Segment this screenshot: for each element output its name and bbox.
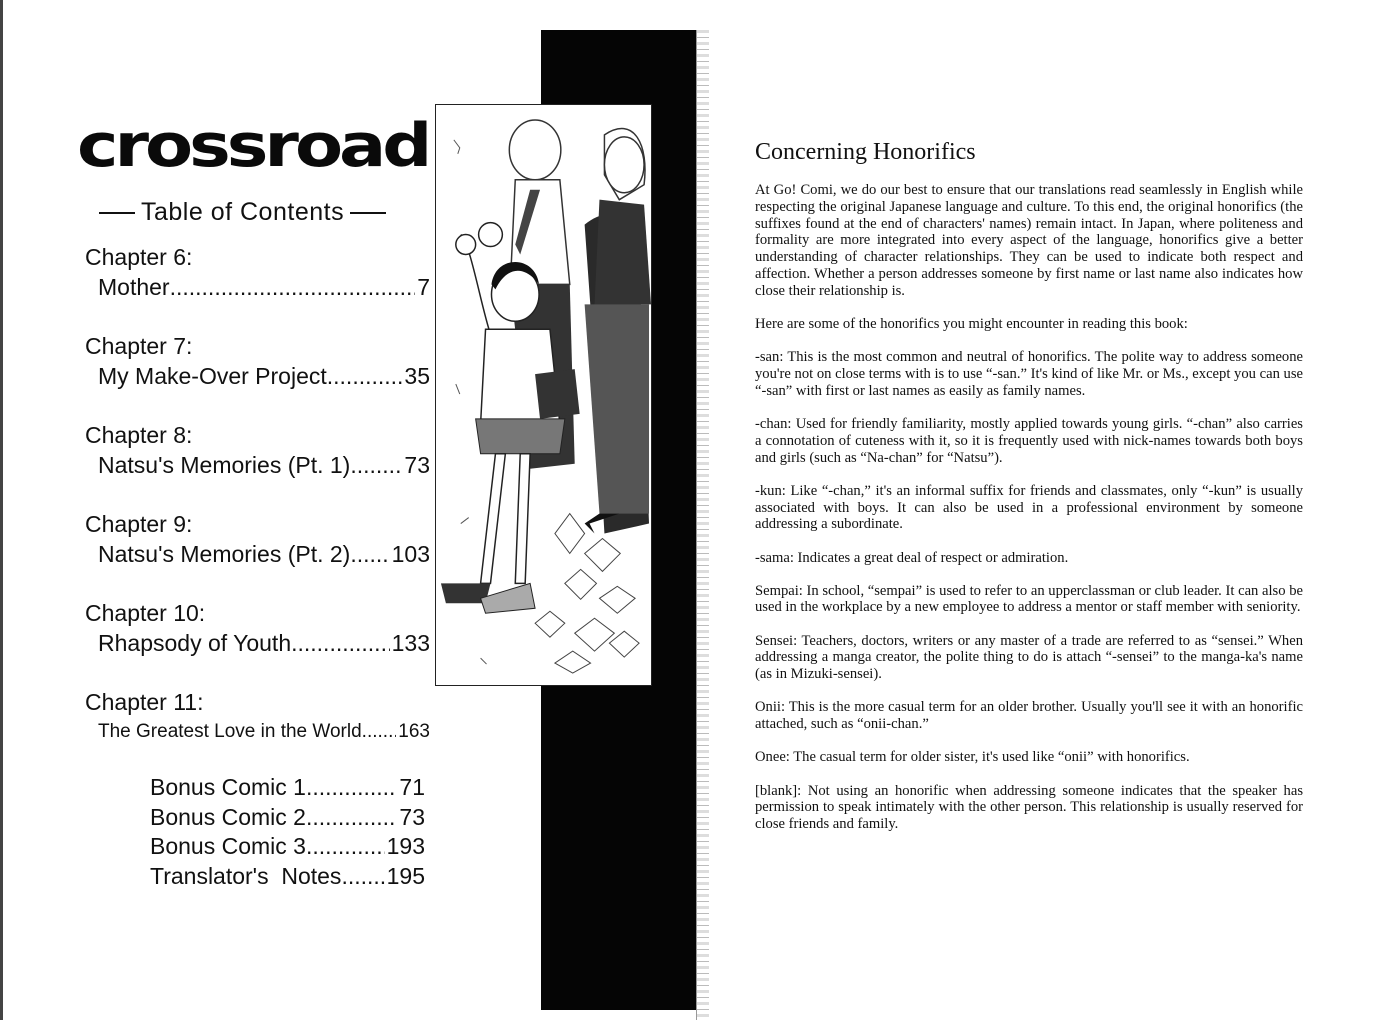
leader-dots: [306, 773, 397, 803]
honorifics-body: [755, 182, 1303, 849]
leader-dots: [170, 272, 416, 302]
leader-dots: [306, 803, 397, 833]
leader-dots: [327, 361, 403, 391]
toc-chapter[interactable]: [85, 509, 430, 569]
leader-dots: [291, 628, 390, 658]
chapter-title: Natsu's Memories (Pt. 2): [98, 541, 351, 567]
chapter-number: Chapter 10:: [85, 600, 206, 626]
chapter-title: Rhapsody of Youth: [98, 630, 292, 656]
paragraph: At Go! Comi, we do our best to ensure that our translations read seamlessly in English while respecting the original Japanese language and culture. To this end, the original honorifics (the suffixes found at the end of characters' names) remain intact. In Japan, where politeness and formality are more integrated into every aspect of the language, honorifics give a better understanding of character relationships. They can be used to indicate both respect and affection. Whether a person addresses someone by first name or last name also indicates how close their relationship is.: [755, 182, 1303, 299]
page-number: 7: [417, 274, 430, 300]
toc-heading: [93, 198, 423, 227]
toc-entry[interactable]: [85, 361, 430, 391]
chapter-number: Chapter 9:: [85, 511, 193, 537]
toc-chapter[interactable]: [85, 242, 430, 302]
book-gutter: [696, 30, 709, 1020]
chapter-number: Chapter 11:: [85, 689, 204, 715]
page-number: 195: [386, 862, 425, 889]
chapter-title: Mother: [98, 274, 170, 300]
toc-entry[interactable]: [85, 628, 430, 658]
paragraph: -san: This is the most common and neutral of honorifics. The polite way to address someone you're not on close terms with is to use “-san.” It's kind of like Mr. or Ms., except you can use “-san” with first or last names as easily as family names.: [755, 349, 1303, 399]
leader-dots: [362, 717, 397, 747]
paragraph: -kun: Like “-chan,” it's an informal suffix for friends and classmates, only “-kun” is usually associated with boys. It can also be used in a professional environment by someone addressing a subordinate.: [755, 482, 1303, 533]
chapter-title: Natsu's Memories (Pt. 1): [98, 452, 351, 478]
page-number: 73: [399, 803, 425, 830]
chapter-number: Chapter 8:: [85, 422, 193, 448]
page-number: 71: [399, 774, 425, 800]
toc-chapter[interactable]: [85, 598, 430, 658]
heading-rule-left: [99, 212, 135, 214]
series-logo: crossroad: [77, 110, 429, 181]
chapter-number: Chapter 6:: [85, 244, 193, 270]
honorifics-title: Concerning Honorifics: [755, 139, 976, 165]
toc-title: Table of Contents: [141, 198, 345, 226]
toc-entry[interactable]: [85, 539, 430, 569]
toc-entry[interactable]: [150, 832, 425, 862]
toc-entry[interactable]: [150, 862, 425, 892]
toc-chapter[interactable]: [85, 331, 430, 391]
chapter-title: The Greatest Love in the World: [98, 721, 362, 742]
toc-extras: [150, 773, 425, 891]
paragraph: -sama: Indicates a great deal of respect or admiration.: [755, 549, 1069, 566]
page-number: 35: [404, 363, 430, 389]
extra-title: Bonus Comic 3: [150, 833, 306, 859]
paragraph: Sempai: In school, “sempai” is used to refer to an upperclassman or club leader. It can also be used in the workplace by a new employee to address a mentor or staff member with seniority.: [755, 582, 1303, 616]
paragraph: -chan: Used for friendly familiarity, mostly applied towards young girls. “-chan” also carries a connotation of cuteness with it, so it is frequently used with nick-names towards both boys and girls (such as “Na-chan” for “Natsu”).: [755, 415, 1303, 466]
toc-entry[interactable]: [85, 272, 430, 302]
leader-dots: [306, 832, 385, 862]
toc-entry[interactable]: [150, 803, 425, 833]
page-number: 193: [386, 833, 425, 859]
page-number: 163: [398, 721, 430, 742]
paragraph: Sensei: Teachers, doctors, writers or any master of a trade are referred to as “sensei.” When addressing a manga creator, the polite thing to do is attach “-sensei” to the manga-ka's name (as in Mizuki-sensei).: [755, 632, 1303, 683]
illustration-art: [436, 105, 651, 685]
extra-title: Bonus Comic 2: [150, 803, 306, 830]
page-number: 133: [391, 630, 430, 656]
extra-title: Translator's Notes: [150, 862, 342, 889]
paragraph: [blank]: Not using an honorific when addressing someone indicates that the speaker has permission to speak intimately with the other person. This relationship is usually reserved for close friends and family.: [755, 782, 1303, 833]
paragraph: Here are some of the honorifics you might encounter in reading this book:: [755, 315, 1188, 332]
extra-title: Bonus Comic 1: [150, 774, 306, 800]
page-number: 103: [391, 541, 430, 567]
leader-dots: [350, 450, 402, 480]
cover-illustration: [435, 104, 652, 686]
toc-entry[interactable]: [150, 773, 425, 803]
heading-rule-right: [350, 212, 386, 214]
toc-entry[interactable]: [85, 450, 430, 480]
toc-entry[interactable]: [85, 717, 430, 747]
chapter-number: Chapter 7:: [85, 333, 193, 359]
toc-chapter[interactable]: [85, 420, 430, 480]
leader-dots: [341, 862, 384, 892]
paragraph: Onee: The casual term for older sister, it's used like “onii” with honorifics.: [755, 749, 1190, 766]
toc-chapter[interactable]: [85, 687, 430, 747]
page-number: 73: [404, 452, 430, 478]
paragraph: Onii: This is the more casual term for an older brother. Usually you'll see it with an honorific attached, such as “onii-chan.”: [755, 699, 1303, 733]
chapter-title: My Make-Over Project: [98, 363, 327, 389]
leader-dots: [350, 539, 389, 569]
